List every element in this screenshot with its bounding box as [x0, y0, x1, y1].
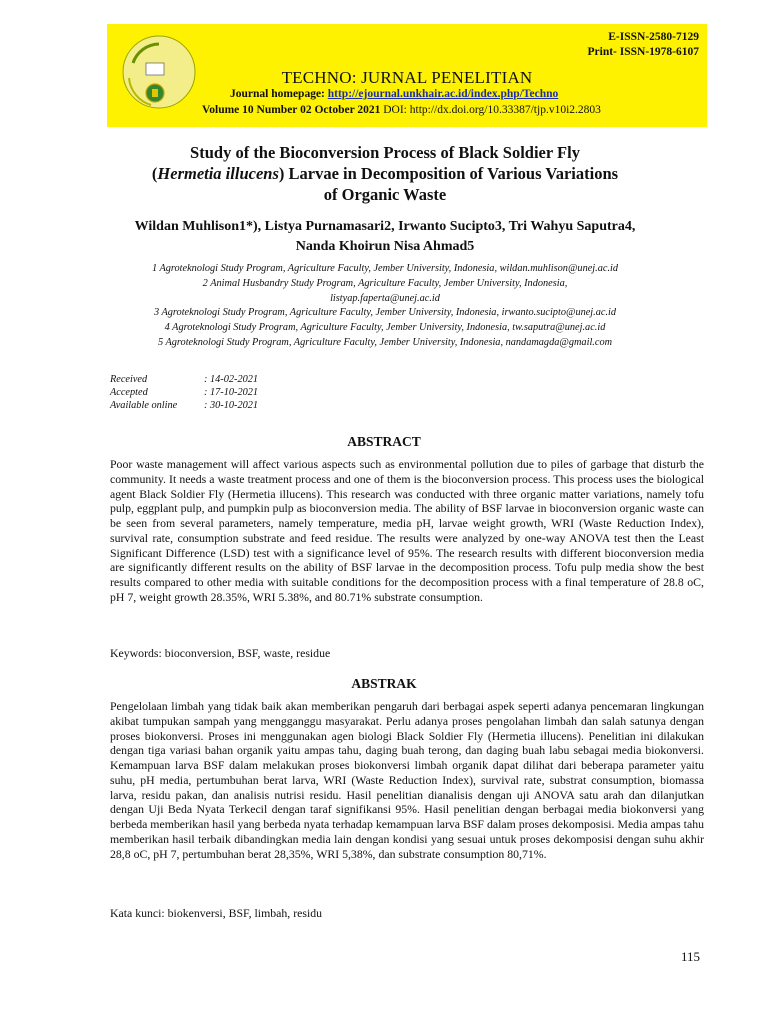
authors-line-1: Wildan Muhlison1*), Listya Purnamasari2, Irwanto Sucipto3, Tri Wahyu Saputra4, [134, 219, 636, 234]
affiliation-5: 5 Agroteknologi Study Program, Agriculture Faculty, Jember University, Indonesia, nandamagda@gmail.com [157, 336, 613, 348]
doi[interactable]: DOI: http://dx.doi.org/10.33387/tjp.v10i2.2803 [380, 104, 601, 116]
accepted-date: : 17-10-2021 [204, 387, 259, 398]
abstract-text: Poor waste management will affect various aspects such as environmental pollution due to piles of garbage that disturb the community. It needs a waste treatment process and one of them is the bioconversion process. This process uses the biological agent Black Soldier Fly (Hermetia illucens). This research was conducted with three organic matter variations, namely tofu pulp, eggplant pulp, and pumpkin pulp as bioconversion media. The ability of BSF larvae in bioconversion organic waste can be seen from several parameters, namely temperature, media pH, larvae weight growth, WRI (Waste Reduction Index), survival rate, consumption substrate and feed residue. The results were analyzed by one-way ANOVA test then the Least Significant Difference (LSD) test with a significance level of 95%. The research results with different bioconversion media are significantly different results on the ability of BSF larvae in the decomposition process. Tofu pulp media show the best results compared to other media with suitable conditions for the decomposition process with a final temperature of 28.8 oC, pH 7, weight growth 28.35%, WRI 5.38%, and 80.71% substrate consumption. [110, 457, 704, 604]
abstrak-keywords: Kata kunci: biokenversi, BSF, limbah, residu [110, 906, 323, 920]
abstrak-text: Pengelolaan limbah yang tidak baik akan memberikan pengaruh dari berbagai aspek seperti adanya pencemaran lingkungan akibat tumpukan sampah yang mengganggu masyarakat. Perlu adanya proses pengolahan limbah dan salah satunya dengan proses biokonversi. Proses ini menggunakan agen biologi Black Soldier Fly (Hermetia illucens). Penelitian ini dilakukan dengan tiga variasi bahan organik yaitu ampas tahu, daging buah terong, dan daging buah labu sebagai media biokonversi. Kemampuan larva BSF dalam melakukan proses biokonversi limbah organik dapat dilihat dari beberapa parameter yaitu suhu, pH media, pertumbuhan berat larva, WRI (Waste Reduction Index), survival rate, substrat consumption, biomassa larva, residu pakan, dan analisis nutrisi residu. Hasil penelitian dianalisis dengan uji ANOVA satu arah dan dilanjutkan dengan Uji Beda Nyata Terkecil dengan taraf signifikansi 95%. Hasil penelitian dengan berbagai media biokonversi yang berbeda memberikan hasil yang berbeda nyata terhadap kemampuan larva BSF dalam proses dekomposisi. Media ampas tahu memberikan hasil terbaik dibandingkan media lain dengan kondisi yang sesuai untuk proses dekomposisi dengan suhu akhir 28,8 oC, pH 7, pertumbuhan berat 28,35%, WRI 5,38%, dan substrate consumption 80,71%. [110, 699, 704, 861]
homepage-label: Journal homepage: [230, 88, 328, 100]
affiliations [80, 262, 690, 351]
abstrak-heading: ABSTRAK [351, 676, 417, 691]
accepted-row [110, 386, 258, 399]
online-row [110, 399, 258, 412]
affiliation-2-email: listyap.faperta@unej.ac.id [330, 292, 440, 304]
abstract-heading: ABSTRACT [347, 434, 421, 449]
title-line-3: of Organic Waste [323, 185, 447, 204]
affiliation-1: 1 Agroteknologi Study Program, Agriculture Faculty, Jember University, Indonesia, wildan.muhlison@unej.ac.id [151, 263, 619, 274]
title-line-2-rest: ) Larvae in Decomposition of Various Variations [278, 164, 619, 183]
journal-header [107, 24, 707, 127]
pissn: Print- ISSN-1978-6107 [587, 46, 699, 58]
affiliation-2: 2 Animal Husbandry Study Program, Agriculture Faculty, Jember University, Indonesia, [202, 277, 568, 289]
title-paren: ( [151, 164, 158, 183]
online-date: : 30-10-2021 [204, 400, 259, 411]
journal-name: TECHNO: JURNAL PENELITIAN [281, 68, 533, 87]
volume-info: Volume 10 Number 02 October 2021 [202, 104, 381, 116]
volume-line [202, 104, 601, 116]
abstract-keywords: Keywords: bioconversion, BSF, waste, residue [110, 646, 331, 660]
article-dates [110, 373, 258, 412]
homepage-link[interactable]: http://ejournal.unkhair.ac.id/index.php/Techno [327, 88, 559, 100]
authors-line-2: Nanda Khoirun Nisa Ahmad5 [295, 239, 475, 254]
title-line-1: Study of the Bioconversion Process of Black Soldier Fly [190, 143, 580, 162]
page-number: 115 [681, 949, 701, 964]
received-label: Received [110, 374, 148, 385]
online-label: Available online [110, 400, 178, 411]
journal-homepage [230, 88, 558, 100]
affiliation-3: 3 Agroteknologi Study Program, Agriculture Faculty, Jember University, Indonesia, irwanto.sucipto@unej.ac.id [153, 307, 617, 319]
authors [100, 217, 670, 257]
affiliation-4: 4 Agroteknologi Study Program, Agriculture Faculty, Jember University, Indonesia, tw.saputra@unej.ac.id [164, 322, 606, 334]
title-line-2 [100, 163, 670, 184]
issn-block [588, 30, 700, 60]
eissn: E-ISSN-2580-7129 [608, 31, 699, 43]
paper-title [100, 142, 670, 205]
received-row [110, 373, 258, 386]
received-date: : 14-02-2021 [204, 374, 259, 385]
accepted-label: Accepted [110, 387, 148, 398]
species-name: Hermetia illucens [157, 164, 279, 183]
